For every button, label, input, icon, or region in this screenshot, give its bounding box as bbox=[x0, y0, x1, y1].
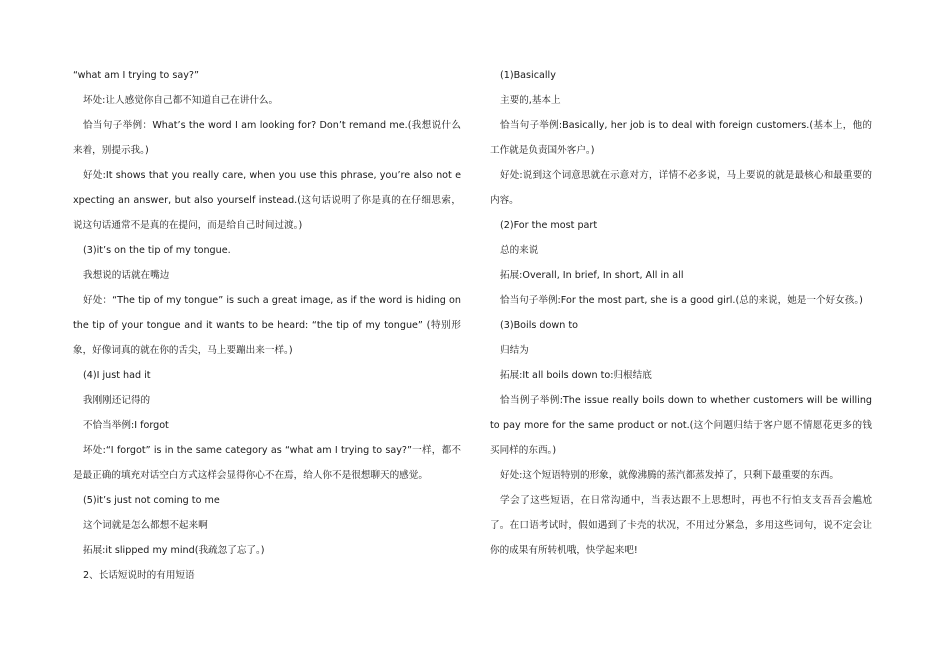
paragraph: 拓展:it slipped my mind(我疏忽了忘了。) bbox=[83, 545, 265, 556]
paragraph: 坏处:“I forgot” is in the same category as “what am I trying to say?”一样，都不是最正确的填充对话空白方式这样会显得你心不在焉，给人你不是很想聊天的感觉。 bbox=[73, 445, 461, 481]
paragraph: 恰当例子举例:The issue really boils down to whether customers will be willing to pay more for the same product or not.(这个问题归结于客户愿不情愿花更多的钱买同样的东西。) bbox=[490, 395, 872, 456]
left-column bbox=[73, 63, 461, 588]
paragraph: (5)it’s just not coming to me bbox=[83, 495, 220, 506]
right-column bbox=[490, 63, 872, 563]
paragraph: 我刚刚还记得的 bbox=[83, 395, 151, 406]
paragraph: 总的来说 bbox=[500, 245, 539, 256]
paragraph: 好处:说到这个词意思就在示意对方，详情不必多说，马上要说的就是最核心和最重要的内容。 bbox=[490, 170, 872, 206]
paragraph: 这个词就是怎么都想不起来啊 bbox=[83, 520, 208, 531]
section-heading: 2、长话短说时的有用短语 bbox=[83, 570, 195, 581]
paragraph: (4)I just had it bbox=[83, 370, 151, 381]
paragraph: 恰当句子举例:Basically, her job is to deal with foreign customers.(基本上，他的工作就是负责国外客户。) bbox=[490, 120, 872, 156]
paragraph: 坏处:让人感觉你自己都不知道自己在讲什么。 bbox=[83, 95, 279, 106]
paragraph: 归结为 bbox=[500, 345, 529, 356]
section-heading: (1)Basically bbox=[500, 70, 556, 81]
section-heading: (3)Boils down to bbox=[500, 320, 578, 331]
section-heading: (2)For the most part bbox=[500, 220, 598, 231]
paragraph: 恰当句子举例：What’s the word I am looking for? Don’t remand me.(我想说什么来着，别提示我。) bbox=[73, 120, 461, 156]
paragraph: 拓展:Overall, In brief, In short, All in all bbox=[500, 270, 684, 281]
paragraph: 恰当句子举例:For the most part, she is a good girl.(总的来说，她是一个好女孩。) bbox=[500, 295, 863, 306]
paragraph: “what am I trying to say?” bbox=[73, 70, 199, 81]
paragraph: 好处:It shows that you really care, when you use this phrase, you’re also not expecting an answer, but also yourself instead.(这句话说明了你是真的在仔细思索，说这句话通常不是真的在提问，而是给自己时间过渡。) bbox=[73, 170, 461, 231]
paragraph: 拓展:It all boils down to:归根结底 bbox=[500, 370, 652, 381]
paragraph: 主要的,基本上 bbox=[500, 95, 561, 106]
paragraph: 不恰当举例:I forgot bbox=[83, 420, 169, 431]
paragraph: 学会了这些短语，在日常沟通中，当表达跟不上思想时，再也不行怕支支吾吾会尴尬了。在口语考试时，假如遇到了卡壳的状况，不用过分紧急，多用这些词句，说不定会让你的成果有所转机哦，快学起来吧! bbox=[490, 495, 872, 556]
paragraph: 我想说的话就在嘴边 bbox=[83, 270, 170, 281]
paragraph: 好处:这个短语特别的形象，就像沸腾的蒸汽都蒸发掉了，只剩下最重要的东西。 bbox=[500, 470, 840, 481]
paragraph: 好处：“The tip of my tongue” is such a great image, as if the word is hiding on the tip of your tongue and it wants to be heard: “the tip of my tongue” (特别形象，好像词真的就在你的舌尖，马上要蹦出来一样。) bbox=[73, 295, 461, 356]
paragraph: (3)it’s on the tip of my tongue. bbox=[83, 245, 231, 256]
